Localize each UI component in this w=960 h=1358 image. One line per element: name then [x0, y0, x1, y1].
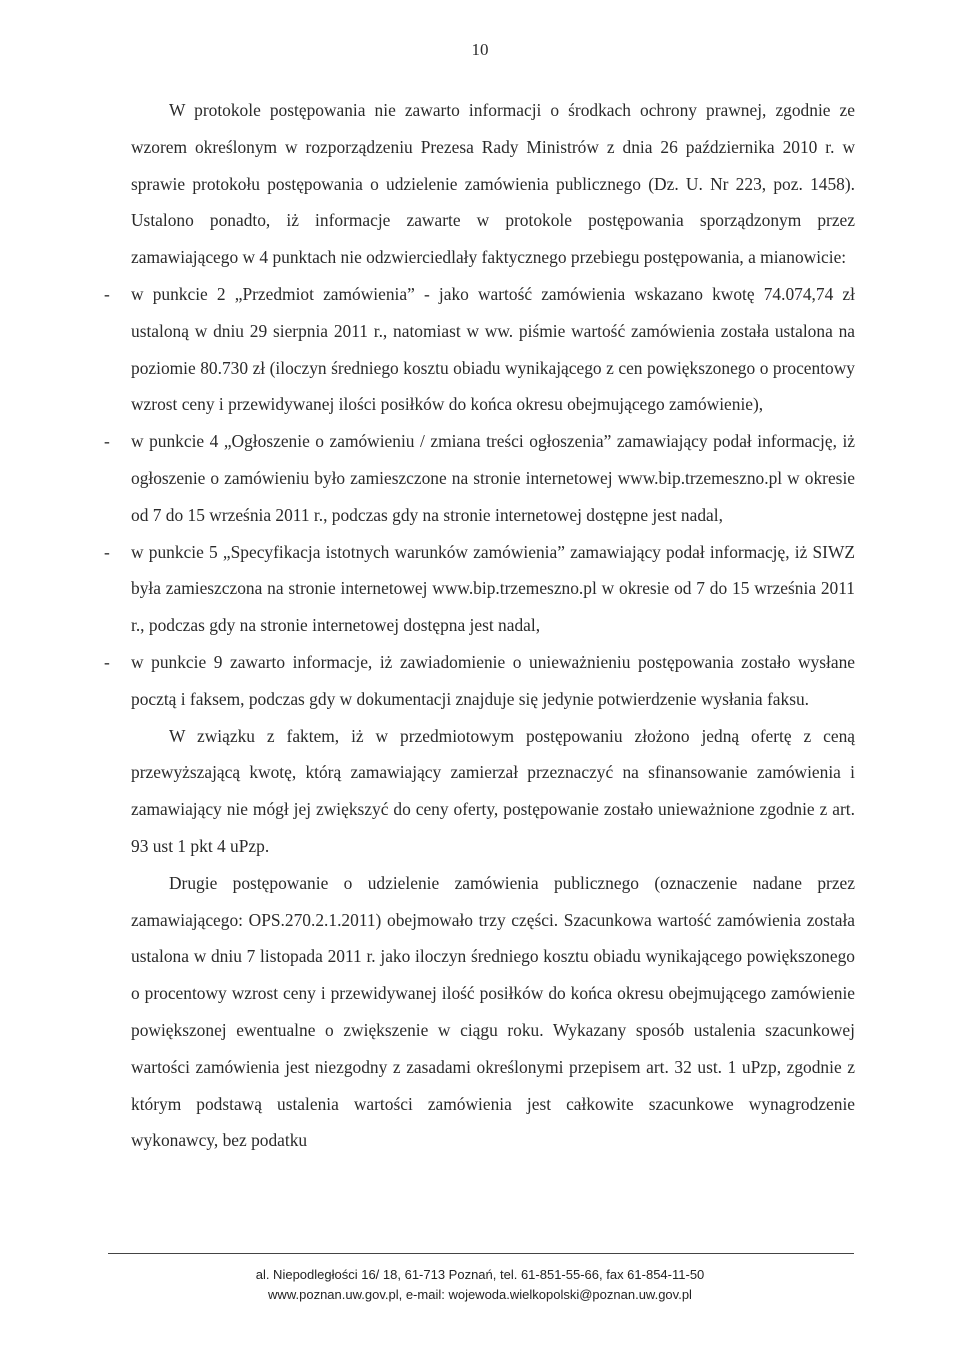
paragraph-second-procedure: Drugie postępowanie o udzielenie zamówienia publicznego (oznaczenie nadane przez zamawiającego: OPS.270.2.1.2011) obejmowało trzy części. Szacunkowa wartość zamówienia została ustalona w dniu 7 listopada 2011 r. jako iloczyn średniego kosztu obiadu wynikającego powiększonego o procentowy wzrost ceny i przewidywanej ilość posiłków do końca okresu obejmującego zamówienie powiększonej ewentualne o zwiększenie w ciągu roku. Wykazany sposób ustalenia szacunkowej wartości zamówienia jest niezgodny z zasadami określonymi przepisem art. 32 ust. 1 uPzp, zgodnie z którym podstawą ustalenia wartości zamówienia jest całkowite szacunkowe wynagrodzenie wykonawcy, bez podatku [131, 872, 855, 1151]
bullet-dash: - [104, 431, 110, 452]
footer-divider [108, 1253, 854, 1254]
footer-contact: www.poznan.uw.gov.pl, e-mail: wojewoda.wielkopolski@poznan.uw.gov.pl [268, 1287, 692, 1302]
bullet-dash: - [104, 541, 110, 562]
paragraph-cancellation: W związku z faktem, iż w przedmiotowym postępowaniu złożono jedną ofertę z ceną przewyższającą kwotę, którą zamawiający zamierzał przeznaczyć na sfinansowanie zamówienia i zamawiający nie mógł jej zwiększyć do ceny oferty, postępowanie zostało unieważnione zgodnie z art. 93 ust 1 pkt 4 uPzp. [131, 725, 855, 856]
paragraph-protocol: W protokole postępowania nie zawarto informacji o środkach ochrony prawnej, zgodnie ze wzorem określonym w rozporządzeniu Prezesa Rady Ministrów z dnia 26 października 2010 r. w sprawie protokołu postępowania o udzielenie zamówienia publicznego (Dz. U. Nr 223, poz. 1458). Ustalono ponadto, iż informacje zawarte w protokole postępowania sporządzonym przez zamawiającego w 4 punktach nie odzwierciedlały faktycznego przebiegu postępowania, a mianowicie: [131, 100, 855, 268]
document-body [104, 92, 855, 1159]
list-item [104, 423, 855, 533]
list-item-text: w punkcie 2 „Przedmiot zamówienia” - jako wartość zamówienia wskazano kwotę 74.074,74 zł ustaloną w dniu 29 sierpnia 2011 r., natomiast w ww. piśmie wartość zamówienia została ustalona na poziomie 80.730 zł (iloczyn średniego kosztu obiadu wynikającego z cen powiększonego o procentowy wzrost ceny i przewidywanej ilości posiłków do końca okresu obejmującego zamówienie), [131, 283, 855, 415]
list-item-text: w punkcie 9 zawarto informacje, iż zawiadomienie o unieważnieniu postępowania zostało wysłane pocztą i faksem, podczas gdy w dokumentacji znajduje się jedynie potwierdzenie wysłania faksu. [131, 651, 855, 709]
footer [0, 1265, 960, 1305]
footer-address: al. Niepodległości 16/ 18, 61-713 Poznań, tel. 61-851-55-66, fax 61-854-11-50 [255, 1267, 705, 1282]
list-item [104, 644, 855, 718]
list-item [104, 276, 855, 423]
bullet-dash: - [104, 651, 110, 672]
bullet-dash: - [104, 283, 110, 304]
list-item-text: w punkcie 4 „Ogłoszenie o zamówieniu / zmiana treści ogłoszenia” zamawiający podał informację, iż ogłoszenie o zamówieniu było zamieszczone na stronie internetowej www.bip.trzemeszno.pl w okresie od 7 do 15 września 2011 r., podczas gdy na stronie internetowej dostępne jest nadal, [131, 431, 855, 525]
list-item [104, 534, 855, 644]
page-number: 10 [471, 40, 489, 59]
list-item-text: w punkcie 5 „Specyfikacja istotnych warunków zamówienia” zamawiający podał informację, iż SIWZ była zamieszczona na stronie internetowej www.bip.trzemeszno.pl w okresie od 7 do 15 września 2011 r., podczas gdy na stronie internetowej dostępna jest nadal, [131, 541, 855, 636]
